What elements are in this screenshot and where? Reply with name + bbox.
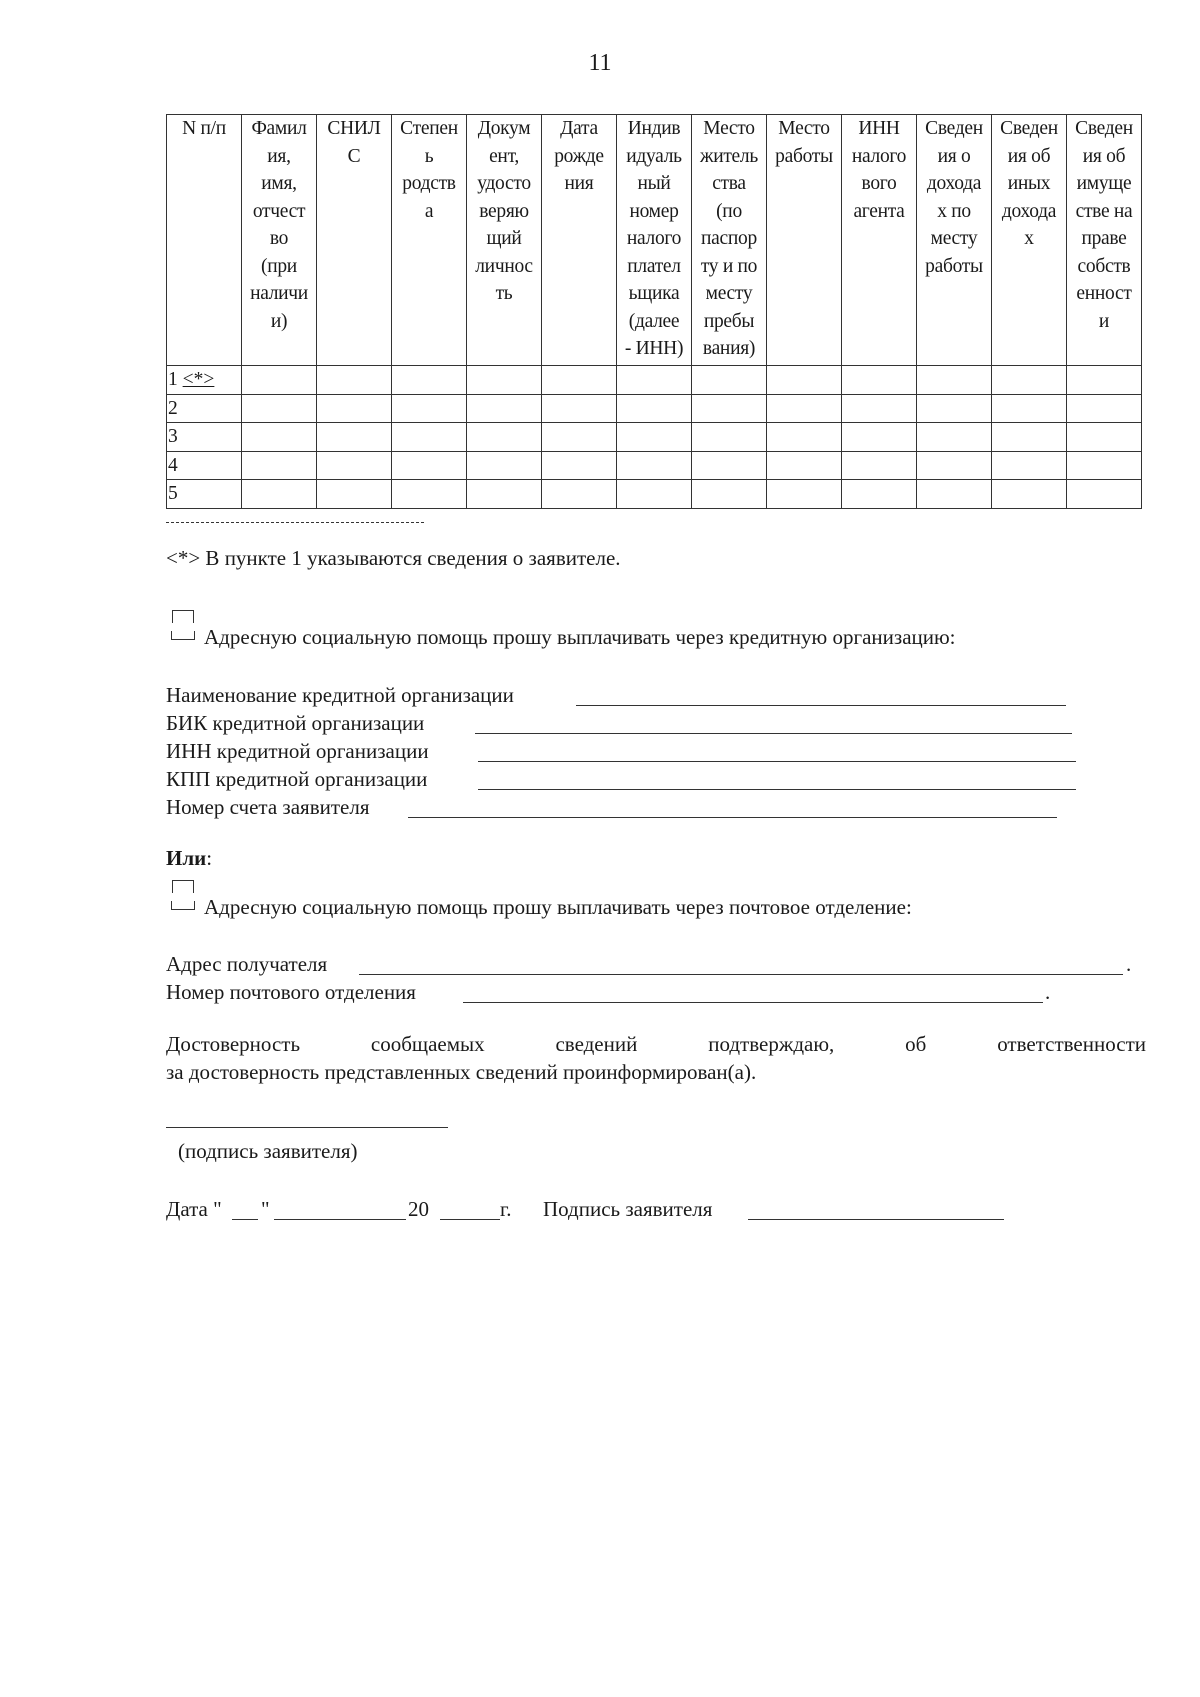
date-day-input-line[interactable] bbox=[232, 1219, 258, 1220]
table-cell[interactable] bbox=[242, 423, 317, 452]
row-number-cell: 4 bbox=[167, 451, 242, 480]
table-cell[interactable] bbox=[617, 423, 692, 452]
bank-inn-input-line[interactable] bbox=[478, 761, 1076, 762]
table-cell[interactable] bbox=[692, 451, 767, 480]
date-year-input-line[interactable] bbox=[440, 1219, 500, 1220]
checkbox-top-icon bbox=[172, 610, 194, 623]
table-cell[interactable] bbox=[767, 394, 842, 423]
table-cell[interactable] bbox=[842, 423, 917, 452]
table-cell[interactable] bbox=[317, 423, 392, 452]
bank-option-label: Адресную социальную помощь прошу выплачивать через кредитную организацию: bbox=[204, 625, 956, 649]
table-cell[interactable] bbox=[992, 451, 1067, 480]
table-cell[interactable] bbox=[917, 451, 992, 480]
bank-option-checkbox[interactable] bbox=[172, 610, 195, 640]
table-cell[interactable] bbox=[917, 394, 992, 423]
header-cell: Сведен ия об имуще стве на праве собств енност и bbox=[1067, 115, 1142, 366]
table-cell[interactable] bbox=[692, 394, 767, 423]
year-prefix: 20 bbox=[408, 1197, 429, 1221]
table-cell[interactable] bbox=[992, 394, 1067, 423]
row-number-cell: 2 bbox=[167, 394, 242, 423]
post-office-number-label: Номер почтового отделения bbox=[166, 980, 416, 1004]
footnote-separator bbox=[166, 522, 424, 523]
table-cell[interactable] bbox=[1067, 480, 1142, 509]
account-number-label: Номер счета заявителя bbox=[166, 795, 370, 819]
table-cell[interactable] bbox=[242, 451, 317, 480]
table-cell[interactable] bbox=[542, 423, 617, 452]
address-end-dot: . bbox=[1126, 952, 1132, 976]
table-cell[interactable] bbox=[617, 451, 692, 480]
table-cell[interactable] bbox=[842, 366, 917, 395]
table-cell[interactable] bbox=[692, 423, 767, 452]
page-number: 11 bbox=[588, 50, 612, 76]
header-cell: Фамил ия, имя, отчест во (при наличи и) bbox=[242, 115, 317, 366]
header-cell: Место житель ства (по паспор ту и по месту пребы вания) bbox=[692, 115, 767, 366]
checkbox-top-icon bbox=[172, 880, 194, 893]
table-row bbox=[167, 366, 1142, 395]
post-option-label: Адресную социальную помощь прошу выплачивать через почтовое отделение: bbox=[204, 895, 912, 919]
header-cell: Индив идуаль ный номер налого плател ьщика (далее - ИНН) bbox=[617, 115, 692, 366]
row-number-cell: 5 bbox=[167, 480, 242, 509]
recipient-address-input-line[interactable] bbox=[359, 974, 1123, 975]
table-row bbox=[167, 480, 1142, 509]
table-header-row bbox=[167, 115, 1142, 366]
table-cell[interactable] bbox=[542, 394, 617, 423]
account-number-input-line[interactable] bbox=[408, 817, 1057, 818]
date-quote-close: " bbox=[261, 1197, 270, 1221]
checkbox-bottom-icon bbox=[171, 631, 195, 640]
table-cell[interactable] bbox=[992, 366, 1067, 395]
table-cell[interactable] bbox=[242, 394, 317, 423]
table-cell[interactable] bbox=[467, 451, 542, 480]
table-cell[interactable] bbox=[917, 480, 992, 509]
table-cell[interactable] bbox=[242, 366, 317, 395]
checkbox-bottom-icon bbox=[171, 901, 195, 910]
table-cell[interactable] bbox=[842, 480, 917, 509]
or-label: Или: bbox=[166, 846, 213, 870]
table-cell[interactable] bbox=[317, 394, 392, 423]
table-row bbox=[167, 423, 1142, 452]
bank-kpp-label: КПП кредитной организации bbox=[166, 767, 428, 791]
table-cell[interactable] bbox=[617, 366, 692, 395]
header-cell: N п/п bbox=[167, 115, 242, 366]
row-number-cell: 1 <*> bbox=[167, 366, 242, 395]
table-cell[interactable] bbox=[692, 480, 767, 509]
table-cell[interactable] bbox=[467, 394, 542, 423]
bank-bik-input-line[interactable] bbox=[475, 733, 1072, 734]
header-cell: ИНН налого вого агента bbox=[842, 115, 917, 366]
signature-label: Подпись заявителя bbox=[543, 1197, 713, 1221]
table-cell[interactable] bbox=[692, 366, 767, 395]
table-cell[interactable] bbox=[767, 480, 842, 509]
footnote-text: <*> В пункте 1 указываются сведения о заявителе. bbox=[166, 546, 621, 570]
table-cell[interactable] bbox=[617, 394, 692, 423]
table-cell[interactable] bbox=[392, 451, 467, 480]
year-suffix: г. bbox=[500, 1197, 512, 1221]
header-cell: СНИЛ С bbox=[317, 115, 392, 366]
table-cell[interactable] bbox=[242, 480, 317, 509]
table-cell[interactable] bbox=[617, 480, 692, 509]
table-cell[interactable] bbox=[392, 366, 467, 395]
table-cell[interactable] bbox=[1067, 394, 1142, 423]
bank-bik-label: БИК кредитной организации bbox=[166, 711, 425, 735]
post-office-end-dot: . bbox=[1045, 980, 1051, 1004]
recipient-address-label: Адрес получателя bbox=[166, 952, 328, 976]
header-cell: Место работы bbox=[767, 115, 842, 366]
table-cell[interactable] bbox=[767, 366, 842, 395]
table-cell[interactable] bbox=[542, 366, 617, 395]
table-cell[interactable] bbox=[842, 394, 917, 423]
table-cell[interactable] bbox=[392, 423, 467, 452]
signature-caption: (подпись заявителя) bbox=[178, 1139, 358, 1163]
header-cell: Сведен ия об иных дохода х bbox=[992, 115, 1067, 366]
bank-name-label: Наименование кредитной организации bbox=[166, 683, 514, 707]
table-row bbox=[167, 394, 1142, 423]
table-cell[interactable] bbox=[842, 451, 917, 480]
table-cell[interactable] bbox=[467, 423, 542, 452]
table-cell[interactable] bbox=[317, 451, 392, 480]
table-cell[interactable] bbox=[542, 451, 617, 480]
table-cell[interactable] bbox=[1067, 451, 1142, 480]
table-cell[interactable] bbox=[317, 366, 392, 395]
table-cell[interactable] bbox=[1067, 366, 1142, 395]
post-office-number-input-line[interactable] bbox=[463, 1002, 1043, 1003]
header-cell: Докум ент, удосто веряю щий личнос ть bbox=[467, 115, 542, 366]
table-cell[interactable] bbox=[1067, 423, 1142, 452]
header-cell: Сведен ия о дохода х по месту работы bbox=[917, 115, 992, 366]
table-cell[interactable] bbox=[992, 423, 1067, 452]
header-cell: Дата рожде ния bbox=[542, 115, 617, 366]
table-cell[interactable] bbox=[392, 480, 467, 509]
table-cell[interactable] bbox=[767, 423, 842, 452]
date-label: Дата " bbox=[166, 1197, 222, 1221]
table-cell[interactable] bbox=[467, 366, 542, 395]
bank-kpp-input-line[interactable] bbox=[478, 789, 1076, 790]
date-row-signature-input-line[interactable] bbox=[748, 1219, 1004, 1220]
row-number-cell: 3 bbox=[167, 423, 242, 452]
confirmation-line-1: Достоверность сообщаемых сведений подтверждаю, об ответственности bbox=[166, 1032, 1146, 1056]
table-cell[interactable] bbox=[542, 480, 617, 509]
footnote-mark: <*> bbox=[182, 369, 215, 390]
header-cell: Степен ь родств а bbox=[392, 115, 467, 366]
table-cell[interactable] bbox=[467, 480, 542, 509]
table-cell[interactable] bbox=[767, 451, 842, 480]
table-row bbox=[167, 451, 1142, 480]
bank-name-input-line[interactable] bbox=[576, 705, 1066, 706]
table-cell[interactable] bbox=[917, 366, 992, 395]
date-month-input-line[interactable] bbox=[274, 1219, 406, 1220]
table-cell[interactable] bbox=[392, 394, 467, 423]
confirmation-line-2: за достоверность представленных сведений проинформирован(а). bbox=[166, 1060, 757, 1084]
family-members-table bbox=[166, 114, 1142, 509]
table-cell[interactable] bbox=[317, 480, 392, 509]
bank-inn-label: ИНН кредитной организации bbox=[166, 739, 429, 763]
table-cell[interactable] bbox=[917, 423, 992, 452]
table-cell[interactable] bbox=[992, 480, 1067, 509]
post-option-checkbox[interactable] bbox=[172, 880, 195, 910]
applicant-signature-line[interactable] bbox=[166, 1127, 448, 1128]
